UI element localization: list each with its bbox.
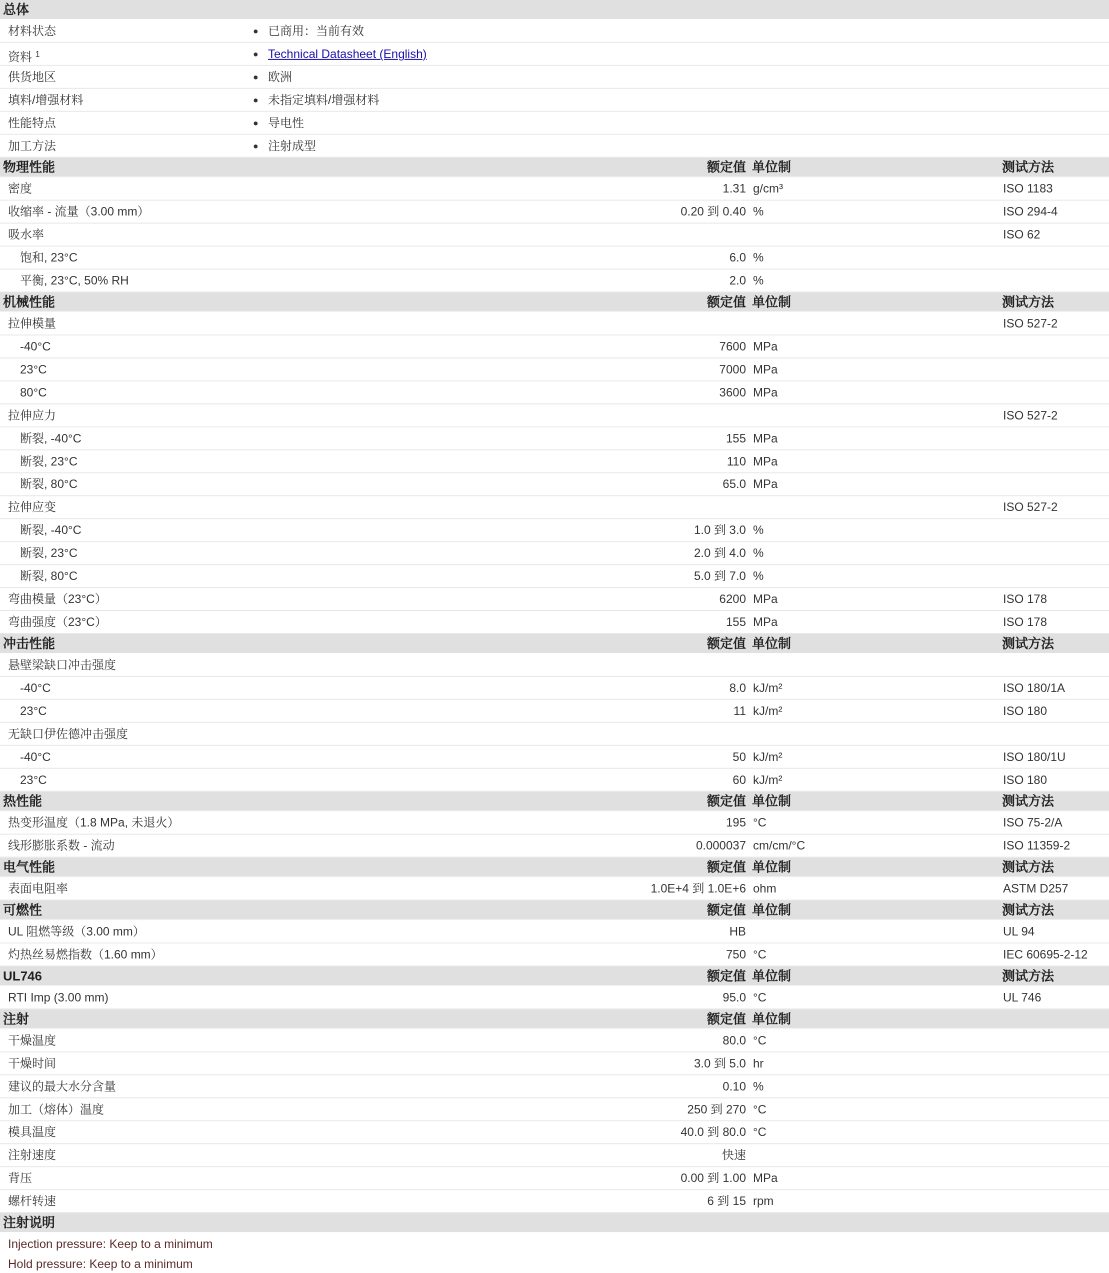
property-row (0, 270, 1109, 293)
datasheet-link[interactable]: Technical Datasheet (English) (268, 46, 427, 61)
column-header-unit: 单位制 (752, 859, 792, 875)
section-header (0, 1009, 1109, 1029)
property-row (0, 542, 1109, 565)
column-header-unit: 单位制 (752, 793, 792, 809)
column-header-value: 额定值 (706, 159, 746, 175)
property-unit: °C (753, 815, 767, 830)
property-value: 6200 (719, 592, 746, 607)
property-row (0, 769, 1109, 792)
property-unit: % (753, 204, 764, 219)
general-label-text: 性能特点 (8, 115, 57, 130)
property-value: 155 (725, 431, 746, 446)
property-unit: MPa (753, 431, 778, 446)
bullet-icon: ● (253, 25, 259, 36)
property-label: 平衡, 23°C, 50% RH (20, 273, 129, 288)
column-header-method: 测试方法 (1002, 902, 1055, 918)
property-unit: hr (753, 1056, 764, 1071)
property-row (0, 1190, 1109, 1213)
section-title: 电气性能 (3, 859, 56, 875)
property-row (0, 1052, 1109, 1075)
property-value: 6.0 (729, 250, 746, 265)
property-value: 95.0 (722, 990, 746, 1005)
property-row (0, 358, 1109, 381)
general-label (8, 94, 83, 107)
property-row (0, 247, 1109, 270)
test-method: IEC 60695-2-12 (1003, 947, 1088, 962)
property-value: 0.00 到 1.00 (680, 1171, 746, 1186)
property-value: 110 (726, 454, 746, 469)
property-unit: °C (753, 1102, 767, 1117)
general-label (8, 71, 56, 84)
property-value: 1.0E+4 到 1.0E+6 (650, 881, 746, 896)
property-value: 6 到 15 (707, 1194, 746, 1209)
column-header-unit: 单位制 (752, 968, 792, 984)
property-value: 750 (725, 947, 746, 962)
section-title: 总体 (3, 1, 30, 17)
property-row (0, 201, 1109, 224)
injection-notes (0, 1233, 1109, 1273)
property-row (0, 1144, 1109, 1167)
property-sections (0, 158, 1109, 1213)
property-label: 干燥时间 (8, 1056, 57, 1071)
property-label: -40°C (20, 339, 51, 354)
note-text: Hold pressure: Keep to a minimum (8, 1257, 193, 1272)
property-row (0, 986, 1109, 1009)
test-method: ISO 178 (1003, 592, 1048, 607)
general-value: 欧洲 (268, 69, 293, 84)
bullet-icon: ● (253, 94, 259, 105)
general-row (0, 89, 1109, 112)
property-unit: % (753, 546, 764, 561)
test-method: ISO 180/1A (1003, 680, 1066, 695)
property-row (0, 427, 1109, 450)
column-header-unit: 单位制 (752, 636, 792, 651)
section-header (0, 858, 1109, 878)
property-unit: rpm (753, 1194, 774, 1209)
property-value: 7000 (719, 362, 746, 377)
general-row (0, 43, 1109, 66)
property-unit: °C (753, 1125, 767, 1140)
property-row (0, 224, 1109, 247)
property-value: 8.0 (729, 680, 746, 695)
property-label: 断裂, 80°C (20, 477, 78, 492)
property-row (0, 404, 1109, 427)
general-label-text: 填料/增强材料 (8, 92, 84, 107)
property-row (0, 723, 1109, 746)
general-value: 已商用：当前有效 (268, 23, 365, 38)
column-header-method: 测试方法 (1002, 636, 1055, 651)
general-value (268, 48, 427, 61)
test-method: ISO 1183 (1003, 181, 1053, 196)
property-row (0, 335, 1109, 358)
property-row (0, 944, 1109, 967)
property-label: 23°C (20, 703, 47, 718)
section-title: 注射说明 (3, 1215, 56, 1231)
general-label-text: 资料 (8, 49, 33, 64)
property-unit: MPa (753, 362, 778, 377)
property-value: 0.10 (722, 1079, 746, 1094)
test-method: ISO 527-2 (1003, 316, 1058, 331)
section-title: 冲击性能 (3, 636, 56, 651)
property-unit: % (753, 273, 764, 288)
section-header-general (0, 0, 1109, 20)
footnote-marker: 1 (35, 49, 40, 59)
property-row (0, 381, 1109, 404)
note-line (0, 1233, 1109, 1253)
property-label: 断裂, 80°C (20, 569, 78, 584)
note-line (0, 1253, 1109, 1273)
general-label (8, 48, 40, 64)
column-header-unit: 单位制 (752, 159, 792, 175)
property-row (0, 1167, 1109, 1190)
property-row (0, 519, 1109, 542)
property-unit: kJ/m² (753, 749, 783, 764)
property-label: 注射速度 (8, 1148, 57, 1163)
test-method: UL 94 (1003, 924, 1035, 939)
general-row (0, 112, 1109, 135)
general-label (8, 117, 56, 130)
property-row (0, 654, 1109, 677)
property-value: 40.0 到 80.0 (680, 1125, 746, 1140)
property-row (0, 677, 1109, 700)
section-header-notes (0, 1213, 1109, 1233)
column-header-value: 额定值 (706, 793, 746, 809)
test-method: ISO 180/1U (1003, 749, 1066, 764)
property-row (0, 1121, 1109, 1144)
property-label: 80°C (20, 385, 47, 400)
property-row (0, 565, 1109, 588)
property-row (0, 473, 1109, 496)
property-label: 拉伸应力 (8, 408, 57, 423)
property-row (0, 178, 1109, 201)
property-value: 7600 (719, 339, 746, 354)
property-row (0, 746, 1109, 769)
property-label: 灼热丝易燃指数（1.60 mm） (8, 947, 163, 962)
property-row (0, 611, 1109, 634)
property-label: 拉伸模量 (8, 316, 57, 331)
property-label: 断裂, -40°C (20, 523, 82, 538)
property-unit: % (753, 250, 764, 265)
property-unit: MPa (753, 339, 778, 354)
property-row (0, 1029, 1109, 1052)
bullet-icon: ● (253, 140, 259, 151)
property-unit: °C (753, 1033, 767, 1048)
column-header-value: 额定值 (706, 636, 746, 651)
property-row (0, 588, 1109, 611)
property-value: 3600 (719, 385, 746, 400)
property-value: 65.0 (722, 477, 746, 492)
property-label: 弯曲模量（23°C） (8, 592, 107, 607)
property-unit: MPa (753, 385, 778, 400)
property-label: 弯曲强度（23°C） (8, 615, 107, 630)
property-label: 断裂, 23°C (20, 454, 78, 469)
property-value: 0.20 到 0.40 (680, 204, 746, 219)
column-header-method: 测试方法 (1002, 159, 1055, 175)
property-value: 2.0 到 4.0 (693, 546, 746, 561)
column-header-method: 测试方法 (1002, 859, 1055, 875)
test-method: ISO 11359-2 (1003, 838, 1071, 853)
property-value: 50 (732, 749, 746, 764)
section-title: 热性能 (3, 793, 43, 809)
section-title: 注射 (3, 1011, 30, 1027)
column-header-unit: 单位制 (752, 1011, 792, 1027)
test-method: ISO 527-2 (1003, 500, 1058, 515)
property-unit: kJ/m² (753, 703, 783, 718)
property-row (0, 812, 1109, 835)
property-row (0, 921, 1109, 944)
property-value: 155 (725, 615, 746, 630)
property-unit: % (753, 523, 764, 538)
general-value: 导电性 (268, 115, 305, 130)
property-unit: MPa (753, 615, 778, 630)
property-value: 2.0 (729, 273, 746, 288)
property-unit: g/cm³ (753, 181, 783, 196)
property-value: 250 到 270 (687, 1102, 746, 1117)
test-method: ISO 294-4 (1003, 204, 1058, 219)
test-method: UL 746 (1003, 990, 1042, 1005)
property-value: 1.0 到 3.0 (693, 523, 746, 538)
bullet-icon: ● (253, 71, 259, 82)
property-unit: MPa (753, 454, 778, 469)
property-value: 60 (732, 772, 746, 787)
section-title: UL746 (3, 968, 43, 984)
property-row (0, 450, 1109, 473)
column-header-method: 测试方法 (1002, 793, 1055, 809)
property-unit: °C (753, 990, 767, 1005)
property-unit: MPa (753, 1171, 778, 1186)
property-label: 线形膨胀系数 - 流动 (8, 838, 115, 853)
property-label: 收缩率 - 流量（3.00 mm） (8, 204, 150, 219)
property-row (0, 496, 1109, 519)
section-header (0, 966, 1109, 986)
property-value: 5.0 到 7.0 (693, 569, 746, 584)
property-unit: MPa (753, 477, 778, 492)
test-method: ISO 178 (1003, 615, 1048, 630)
property-label: 无缺口伊佐德冲击强度 (8, 726, 129, 741)
general-label (8, 140, 56, 153)
property-row (0, 878, 1109, 901)
property-label: 背压 (8, 1171, 33, 1186)
column-header-unit: 单位制 (752, 294, 792, 310)
property-label: 23°C (20, 772, 47, 787)
property-label: 加工（熔体）温度 (8, 1102, 105, 1117)
property-value: 快速 (721, 1148, 746, 1163)
test-method: ISO 180 (1003, 772, 1048, 787)
test-method: ISO 527-2 (1003, 408, 1058, 423)
section-header (0, 901, 1109, 921)
property-label: 建议的最大水分含量 (8, 1079, 117, 1094)
section-header (0, 293, 1109, 313)
property-label: 干燥温度 (8, 1033, 57, 1048)
property-row (0, 700, 1109, 723)
section-header (0, 792, 1109, 812)
property-value: HB (729, 924, 746, 939)
property-unit: cm/cm/°C (753, 838, 806, 853)
property-label: 拉伸应变 (8, 500, 57, 515)
property-label: 热变形温度（1.8 MPa, 未退火） (8, 815, 180, 830)
section-title: 可燃性 (3, 902, 43, 918)
property-row (0, 835, 1109, 858)
property-unit: % (753, 1079, 764, 1094)
column-header-value: 额定值 (706, 294, 746, 310)
section-header (0, 634, 1109, 654)
property-label: RTI Imp (3.00 mm) (8, 990, 109, 1005)
general-row (0, 20, 1109, 43)
column-header-method: 测试方法 (1002, 968, 1055, 984)
property-label: UL 阻燃等级（3.00 mm） (8, 924, 145, 939)
property-unit: % (753, 569, 764, 584)
property-label: -40°C (20, 749, 51, 764)
general-row (0, 135, 1109, 158)
property-label: 模具温度 (8, 1125, 57, 1140)
property-label: 吸水率 (8, 227, 45, 242)
test-method: ISO 62 (1003, 227, 1041, 242)
section-header (0, 158, 1109, 178)
general-row (0, 66, 1109, 89)
property-value: 1.31 (722, 181, 746, 196)
property-row (0, 1075, 1109, 1098)
test-method: ASTM D257 (1003, 881, 1069, 896)
property-value: 11 (733, 703, 746, 718)
general-label (8, 25, 56, 38)
general-value: 注射成型 (268, 138, 317, 153)
property-unit: °C (753, 947, 767, 962)
property-label: 断裂, -40°C (20, 431, 82, 446)
property-unit: kJ/m² (753, 772, 783, 787)
test-method: ISO 180 (1003, 703, 1048, 718)
property-label: 断裂, 23°C (20, 546, 78, 561)
test-method: ISO 75-2/A (1003, 815, 1063, 830)
property-label: -40°C (20, 680, 51, 695)
property-value: 0.000037 (695, 838, 746, 853)
general-rows (0, 20, 1109, 158)
column-header-unit: 单位制 (752, 902, 792, 918)
bullet-icon: ● (253, 48, 259, 59)
bullet-icon: ● (253, 117, 259, 128)
property-value: 195 (725, 815, 746, 830)
property-unit: MPa (753, 592, 778, 607)
note-text: Injection pressure: Keep to a minimum (8, 1237, 213, 1252)
general-label-text: 加工方法 (8, 138, 57, 153)
property-unit: ohm (753, 881, 777, 896)
section-title: 物理性能 (3, 159, 56, 175)
property-row (0, 1098, 1109, 1121)
general-label-text: 供货地区 (8, 69, 57, 84)
section-title: 机械性能 (3, 294, 56, 310)
property-label: 饱和, 23°C (20, 250, 78, 265)
column-header-value: 额定值 (706, 1011, 746, 1027)
property-label: 23°C (20, 362, 47, 377)
property-value: 3.0 到 5.0 (693, 1056, 746, 1071)
column-header-method: 测试方法 (1002, 294, 1055, 310)
property-label: 悬壁梁缺口冲击强度 (8, 657, 117, 672)
general-value: 未指定填料/增强材料 (268, 92, 380, 107)
column-header-value: 额定值 (706, 902, 746, 918)
property-label: 表面电阻率 (8, 881, 69, 896)
general-label-text: 材料状态 (8, 23, 57, 38)
property-label: 密度 (8, 181, 33, 196)
column-header-value: 额定值 (706, 859, 746, 875)
property-row (0, 313, 1109, 336)
property-unit: kJ/m² (753, 680, 783, 695)
property-label: 螺杆转速 (8, 1194, 57, 1209)
column-header-value: 额定值 (706, 968, 746, 984)
property-value: 80.0 (722, 1033, 746, 1048)
